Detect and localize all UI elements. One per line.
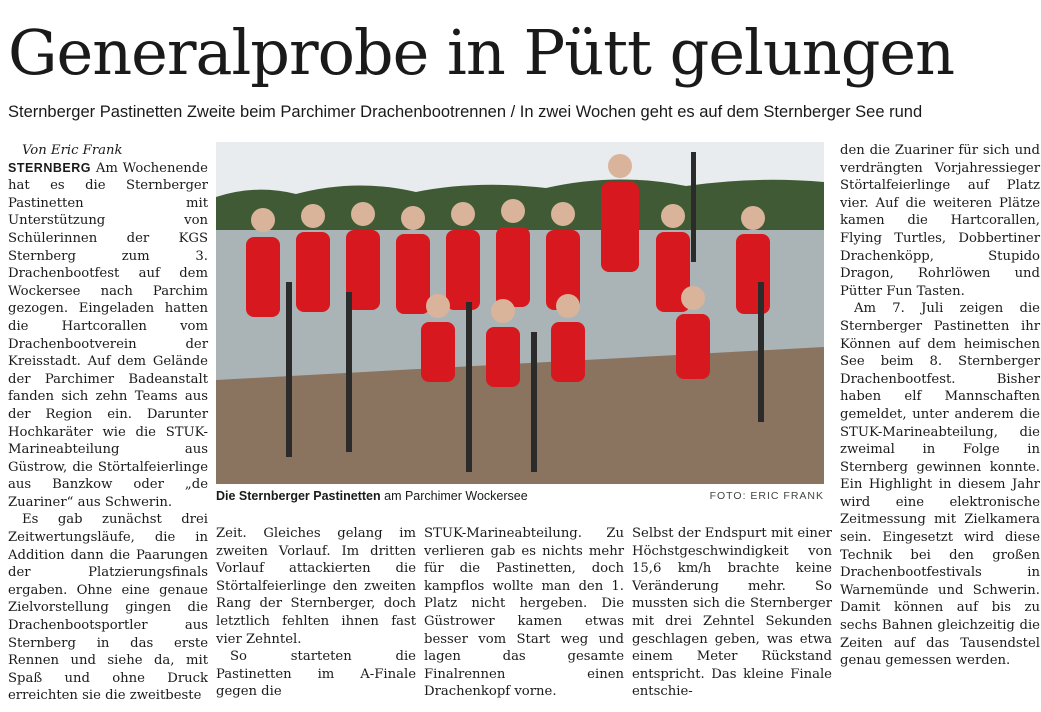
text-column-4: [632, 525, 832, 701]
paragraph: STUK-Marineabteilung. Zu verlieren gab es nichts mehr für die Pastinetten, doch kampflos wollte man den 1. Platz nicht hergeben. Die Güstrower kamen etwas besser vom Start weg und lagen das gesamte Finalrennen einen Drachenkopf vorne.: [424, 526, 624, 700]
byline: Von Eric Frank: [22, 143, 123, 158]
caption-text: am Parchimer Wockersee: [384, 489, 528, 503]
subheadline: Sternberger Pastinetten Zweite beim Parchimer Drachenbootrennen / In zwei Wochen geht es auf dem Sternberger See rund: [8, 103, 923, 121]
dateline: STERNBERG: [8, 160, 91, 175]
paragraph: Am 7. Juli zeigen die Sternberger Pastinetten ihr Können auf dem heimischen See beim 8. Sternberger Drachenbootfest. Bisher haben elf Mannschaften gemeldet, unter anderem die STUK-Marineabteilung, die zweimal in Folge in Sternberg gewinnen konnte. Ein Highlight in diesem Jahr wird eine elektronische Zeitmessung mit Zielkamera sein. Eingesetzt wird diese Technik bei den großen Drachenbootfestivals in Warnemünde und Schwerin. Damit können auf bis zu sechs Bahnen gleichzeitig die Zeiten auf das Tausendstel genau gemessen werden.: [840, 301, 1040, 669]
caption-bold: Die Sternberger Pastinetten: [216, 489, 381, 503]
text-column-2: [216, 525, 416, 701]
text-column-3: [424, 525, 624, 701]
paragraph: Selbst der Endspurt mit einer Höchstgeschwindigkeit von 15,6 km/h brachte keine Veränderung mehr. So mussten sich die Sternberger mit drei Zehntel Sekunden geschlagen geben, was etwa einem Meter Rückstand entspricht. Das kleine Finale entschie-: [632, 526, 832, 700]
text-column-1: [8, 142, 208, 705]
text-column-5: [840, 142, 1040, 670]
team-photo: [216, 142, 824, 484]
paragraph: So starteten die Pastinetten im A-Finale gegen die: [216, 649, 416, 700]
paragraph: den die Zuariner für sich und verdrängten Vorjahressieger Störtalfeierlinge auf Platz vier. Auf die weiteren Plätze kamen die Hartcorallen, Flying Turtles, Dobbertiner Drachenköpp, Stupido Dragon, Rohrlöwen und Pütter Fun Tasten.: [840, 143, 1040, 299]
paragraph: Es gab zunächst drei Zeitwertungsläufe, die in Addition dann die Paarungen der Platzierungsfinals ergaben. Ohne eine genaue Zielvorstellung gingen die Drachenbootsportler aus Sternberg in das erste Rennen und siehe da, mit Spaß und ohne Druck erreichten sie die zweitbeste: [8, 512, 208, 704]
paragraph: Zeit. Gleiches gelang im zweiten Vorlauf. Im dritten Vorlauf attackierten die Störtalfeierlinge den zweiten Rang der Sternberger, doch letztlich fehlten ihnen fast vier Zehntel.: [216, 526, 416, 647]
paragraph: [8, 160, 208, 512]
headline: Generalprobe in Pütt gelungen: [8, 16, 955, 89]
photo-credit: FOTO: ERIC FRANK: [709, 490, 824, 502]
photo-caption: [216, 487, 824, 505]
team-photo-illustration: [216, 142, 824, 484]
paragraph-text: Am Wochenende hat es die Sternberger Pastinetten mit Unterstützung von Schülerinnen der KGS Sternberg zum 3. Drachenbootfest auf dem Wockersee nach Parchim gezogen. Eingeladen hatten die Hartcorallen vom Drachenbootverein der Kreisstadt. Auf dem Gelände der Parchimer Badeanstalt fanden sich zehn Teams aus der Region ein. Darunter Hochkaräter wie die STUK-Marineabteilung aus Güstrow, die Störtalfeierlinge aus Banzkow oder „de Zuariner“ aus Schwerin.: [8, 160, 208, 510]
